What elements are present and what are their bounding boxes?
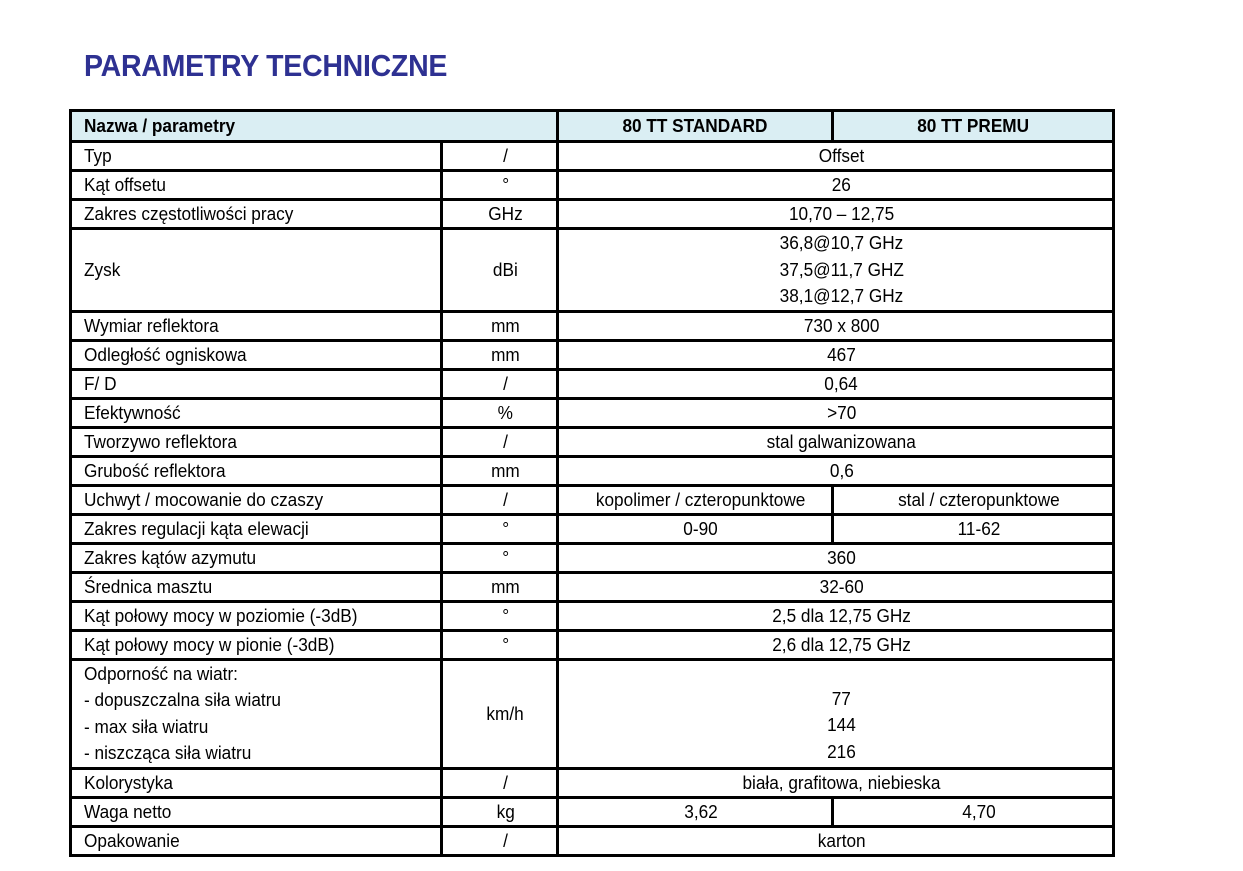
table-row: [71, 826, 1114, 855]
table-row: [71, 340, 1114, 369]
param-name: Grubość reflektora: [71, 456, 442, 485]
param-name: Zysk: [71, 229, 442, 312]
param-unit: °: [442, 630, 558, 659]
param-name: Tworzywo reflektora: [71, 427, 442, 456]
param-name: Waga netto: [71, 797, 442, 826]
table-row: [71, 797, 1114, 826]
table-row: [71, 427, 1114, 456]
param-value: 32-60: [558, 572, 1114, 601]
param-unit: /: [442, 142, 558, 171]
param-unit: mm: [442, 572, 558, 601]
param-value-standard: 0-90: [558, 514, 833, 543]
header-premium: 80 TT PREMU: [833, 111, 1114, 142]
param-value: biała, grafitowa, niebieska: [558, 768, 1114, 797]
param-unit: mm: [442, 311, 558, 340]
table-row: [71, 398, 1114, 427]
value-line: 37,5@11,7 GHZ: [779, 258, 904, 280]
param-value-premium: stal / czteropunktowe: [833, 485, 1114, 514]
table-row: [71, 601, 1114, 630]
table-row: [71, 369, 1114, 398]
table-row: [71, 200, 1114, 229]
header-standard: 80 TT STANDARD: [558, 111, 833, 142]
table-row: [71, 456, 1114, 485]
param-value-standard: 3,62: [558, 797, 833, 826]
param-value: 730 x 800: [558, 311, 1114, 340]
param-unit: mm: [442, 456, 558, 485]
table-row: [71, 142, 1114, 171]
param-value: [558, 229, 1114, 312]
value-line: 216: [827, 740, 856, 762]
table-row: [71, 311, 1114, 340]
table-row: [71, 229, 1114, 312]
table-row: [71, 572, 1114, 601]
param-value: 0,6: [558, 456, 1114, 485]
param-value: karton: [558, 826, 1114, 855]
param-unit: °: [442, 514, 558, 543]
param-name: [71, 659, 442, 768]
param-unit: /: [442, 826, 558, 855]
param-name: Wymiar reflektora: [71, 311, 442, 340]
table-row: [71, 659, 1114, 768]
value-line: 38,1@12,7 GHz: [779, 285, 904, 306]
param-value-standard: kopolimer / czteropunktowe: [558, 485, 833, 514]
table-row: [71, 630, 1114, 659]
param-name: Średnica masztu: [71, 572, 442, 601]
param-unit: /: [442, 485, 558, 514]
name-line: - max siła wiatru: [84, 715, 209, 737]
value-line: 77: [831, 687, 852, 709]
param-name: Odległość ogniskowa: [71, 340, 442, 369]
param-name: Efektywność: [71, 398, 442, 427]
param-unit: mm: [442, 340, 558, 369]
param-value: 467: [558, 340, 1114, 369]
name-line: - niszcząca siła wiatru: [84, 742, 252, 763]
param-name: Kolorystyka: [71, 768, 442, 797]
value-line: 36,8@10,7 GHz: [779, 232, 904, 253]
param-name: Kąt połowy mocy w poziomie (-3dB): [71, 601, 442, 630]
name-line: - dopuszczalna siła wiatru: [84, 689, 282, 710]
param-value: 2,6 dla 12,75 GHz: [558, 630, 1114, 659]
param-value: [558, 659, 1114, 768]
table-row: [71, 514, 1114, 543]
param-value-premium: 11-62: [833, 514, 1114, 543]
param-value: >70: [558, 398, 1114, 427]
param-value: Offset: [558, 142, 1114, 171]
param-name: Uchwyt / mocowanie do czaszy: [71, 485, 442, 514]
param-name: Opakowanie: [71, 826, 442, 855]
table-row: [71, 543, 1114, 572]
param-value: 360: [558, 543, 1114, 572]
param-unit: /: [442, 369, 558, 398]
param-value: stal galwanizowana: [558, 427, 1114, 456]
param-value: 2,5 dla 12,75 GHz: [558, 601, 1114, 630]
param-unit: /: [442, 427, 558, 456]
value-line: 144: [827, 714, 856, 736]
param-unit: °: [442, 543, 558, 572]
param-unit: °: [442, 601, 558, 630]
param-unit: km/h: [442, 659, 558, 768]
param-value: 0,64: [558, 369, 1114, 398]
table-header-row: [71, 111, 1114, 142]
param-unit: GHz: [442, 200, 558, 229]
param-value: 26: [558, 171, 1114, 200]
param-name: Zakres regulacji kąta elewacji: [71, 514, 442, 543]
param-name: Kąt offsetu: [71, 171, 442, 200]
param-value-premium: 4,70: [833, 797, 1114, 826]
param-name: Zakres kątów azymutu: [71, 543, 442, 572]
param-unit: %: [442, 398, 558, 427]
page-title: PARAMETRY TECHNICZNE: [84, 48, 448, 83]
param-name: Typ: [71, 142, 442, 171]
table-row: [71, 485, 1114, 514]
table-row: [71, 768, 1114, 797]
spec-table: [69, 109, 1115, 857]
param-unit: kg: [442, 797, 558, 826]
param-name: Kąt połowy mocy w pionie (-3dB): [71, 630, 442, 659]
param-unit: dBi: [442, 229, 558, 312]
param-value: 10,70 – 12,75: [558, 200, 1114, 229]
table-row: [71, 171, 1114, 200]
header-name: Nazwa / parametry: [71, 111, 558, 142]
param-unit: °: [442, 171, 558, 200]
param-unit: /: [442, 768, 558, 797]
param-name: Zakres częstotliwości pracy: [71, 200, 442, 229]
param-name: F/ D: [71, 369, 442, 398]
name-line: Odporność na wiatr:: [84, 662, 238, 684]
